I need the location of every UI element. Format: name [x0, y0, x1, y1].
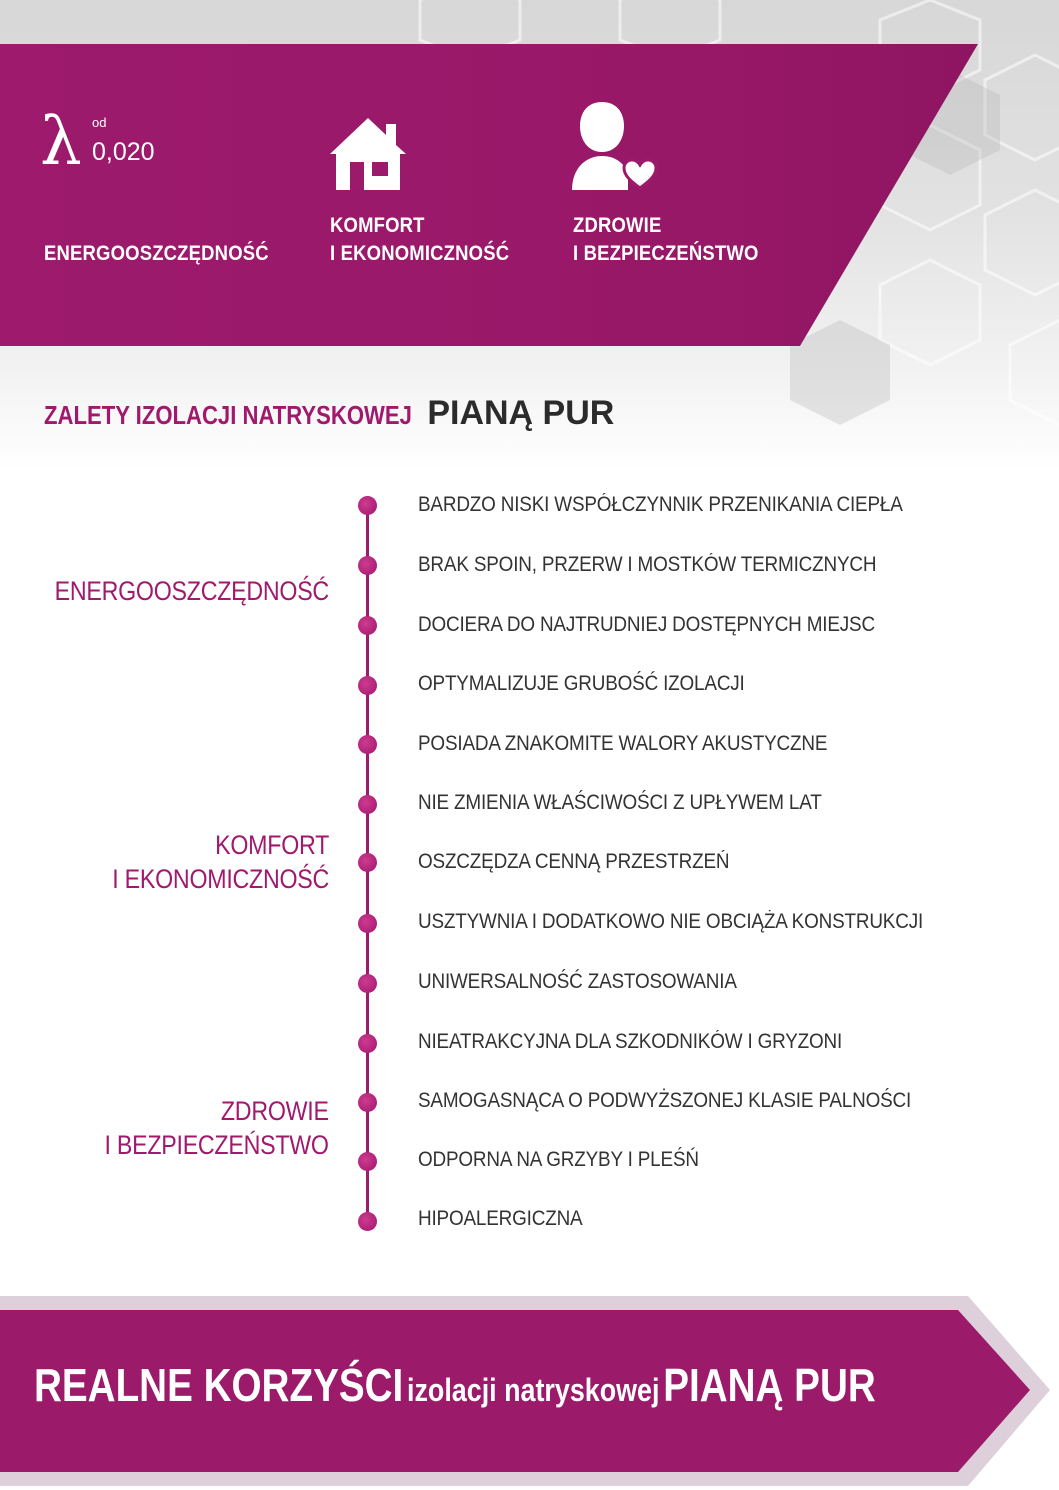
lambda-icon: λ — [40, 103, 82, 180]
category-health-line2: I BEZPIECZEŃSTWO — [104, 1130, 329, 1160]
section-title-dark: PIANĄ PUR — [427, 394, 615, 432]
benefit-item: UNIWERSALNOŚĆ ZASTOSOWANIA — [418, 970, 737, 993]
timeline-dot — [358, 974, 377, 993]
category-comfort-line1: KOMFORT — [215, 830, 329, 860]
timeline-dot — [358, 1152, 377, 1171]
benefit-item: HIPOALERGICZNA — [418, 1207, 583, 1230]
feature-comfort-line2: I EKONOMICZNOŚĆ — [330, 242, 510, 265]
category-energy — [55, 574, 329, 608]
feature-health-line2: I BEZPIECZEŃSTWO — [573, 242, 759, 265]
section-title-purple: ZALETY IZOLACJI NATRYSKOWEJ — [44, 400, 412, 430]
category-health-line1: ZDROWIE — [221, 1096, 329, 1126]
category-comfort — [112, 828, 329, 896]
timeline-dot — [358, 795, 377, 814]
timeline-dot — [358, 616, 377, 635]
timeline-dot — [358, 914, 377, 933]
timeline-dot — [358, 735, 377, 754]
feature-comfort-line1: KOMFORT — [330, 214, 425, 237]
timeline-dot — [358, 1034, 377, 1053]
footer-strong-2: PIANĄ PUR — [663, 1359, 876, 1411]
timeline-dot — [358, 1093, 377, 1112]
benefit-item: USZTYWNIA I DODATKOWO NIE OBCIĄŻA KONSTRUKCJI — [418, 910, 924, 933]
feature-health-line1: ZDROWIE — [573, 214, 662, 237]
timeline-dot — [358, 1212, 377, 1231]
benefit-item: OSZCZĘDZA CENNĄ PRZESTRZEŃ — [418, 850, 730, 873]
timeline-dot — [358, 676, 377, 695]
benefit-item: ODPORNA NA GRZYBY I PLEŚŃ — [418, 1148, 699, 1171]
benefit-item: POSIADA ZNAKOMITE WALORY AKUSTYCZNE — [418, 732, 828, 755]
timeline-dot — [358, 853, 377, 872]
footer-slogan — [34, 1358, 876, 1412]
benefit-item: SAMOGASNĄCA O PODWYŻSZONEJ KLASIE PALNOŚCI — [418, 1089, 912, 1112]
benefit-item: DOCIERA DO NAJTRUDNIEJ DOSTĘPNYCH MIEJSC — [418, 613, 875, 636]
lambda-prefix: od — [92, 115, 107, 130]
lambda-value: 0,020 — [92, 138, 155, 166]
category-comfort-line2: I EKONOMICZNOŚĆ — [112, 864, 329, 894]
benefit-item: OPTYMALIZUJE GRUBOŚĆ IZOLACJI — [418, 672, 745, 695]
category-health — [105, 1094, 329, 1162]
category-energy-line1: ENERGOOSZCZĘDNOŚĆ — [54, 576, 329, 606]
benefit-item: BRAK SPOIN, PRZERW I MOSTKÓW TERMICZNYCH — [418, 553, 877, 576]
feature-energy-label: ENERGOOSZCZĘDNOŚĆ — [44, 242, 269, 265]
timeline-dot — [358, 496, 377, 515]
footer-strong-1: REALNE KORZYŚCI — [34, 1359, 404, 1411]
benefit-item: NIE ZMIENIA WŁAŚCIWOŚCI Z UPŁYWEM LAT — [418, 791, 822, 814]
benefit-item: BARDZO NISKI WSPÓŁCZYNNIK PRZENIKANIA CIEPŁA — [418, 493, 903, 516]
footer-light: izolacji natryskowej — [406, 1372, 660, 1408]
timeline-dot — [358, 556, 377, 575]
benefit-item: NIEATRAKCYJNA DLA SZKODNIKÓW I GRYZONI — [418, 1030, 843, 1053]
